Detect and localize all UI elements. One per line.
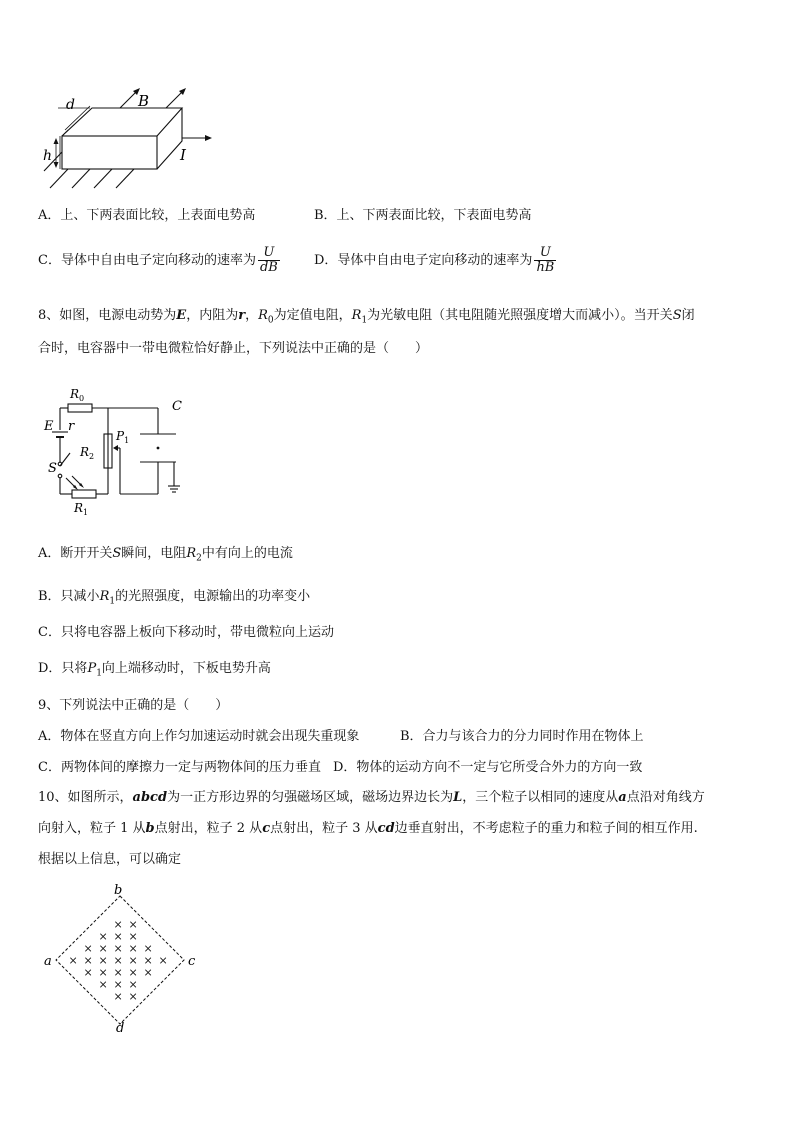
q9-option-c: C．两物体间的摩擦力一定与两物体间的压力垂直 bbox=[38, 760, 321, 775]
field-cross-mark: × bbox=[113, 942, 123, 955]
field-cross-mark: × bbox=[83, 942, 93, 955]
field-cross-mark: × bbox=[128, 978, 138, 991]
field-cross-mark: × bbox=[68, 954, 78, 967]
q8-label-P1: $P_1$ bbox=[116, 429, 130, 445]
q10-field-figure bbox=[40, 884, 200, 1034]
field-cross-mark: × bbox=[113, 918, 123, 931]
q8-label-S: S bbox=[48, 461, 57, 476]
q7-option-d: D．导体中自由电子定向移动的速率为 $\frac{U}{hB}$ bbox=[314, 245, 555, 275]
field-cross-mark: × bbox=[143, 942, 153, 955]
field-cross-mark: × bbox=[128, 966, 138, 979]
q8-option-d: D．只将$P_1$向上端移动时，下板电势升高 bbox=[38, 661, 271, 679]
q8-label-C: C bbox=[172, 399, 182, 414]
field-cross-mark: × bbox=[143, 954, 153, 967]
field-cross-mark: × bbox=[83, 954, 93, 967]
q8-option-c: C．只将电容器上板向下移动时，带电微粒向上运动 bbox=[38, 625, 334, 640]
q8-label-R0: $R_0$ bbox=[70, 387, 85, 403]
field-cross-mark: × bbox=[98, 954, 108, 967]
q9-option-a: A．物体在竖直方向上作匀加速运动时就会出现失重现象 bbox=[38, 729, 360, 744]
field-cross-mark: × bbox=[128, 942, 138, 955]
field-cross-mark: × bbox=[158, 954, 168, 967]
q7-label-d: d bbox=[66, 97, 75, 113]
q9-option-b: B．合力与该合力的分力同时作用在物体上 bbox=[400, 729, 644, 744]
field-cross-mark: × bbox=[128, 990, 138, 1003]
q8-stem-line2: 合时，电容器中一带电微粒恰好静止，下列说法中正确的是（ ） bbox=[38, 341, 429, 356]
q9-option-d: D．物体的运动方向不一定与它所受合外力的方向一致 bbox=[333, 760, 643, 775]
q7-option-d-fraction: $\frac{U}{hB}$ bbox=[536, 245, 555, 275]
field-cross-mark: × bbox=[128, 954, 138, 967]
q9-stem: 9、下列说法中正确的是（ ） bbox=[38, 698, 229, 713]
field-cross-mark: × bbox=[113, 930, 123, 943]
q8-circuit-figure bbox=[40, 378, 200, 520]
field-cross-mark: × bbox=[113, 990, 123, 1003]
q10-label-d: d bbox=[116, 1021, 125, 1034]
q8-label-E: E bbox=[44, 419, 54, 434]
field-cross-mark: × bbox=[98, 930, 108, 943]
q10-label-c: c bbox=[188, 954, 196, 969]
field-cross-mark: × bbox=[128, 930, 138, 943]
q7-hall-figure bbox=[40, 88, 220, 198]
q8-option-b: B．只减小$R_1$的光照强度，电源输出的功率变小 bbox=[38, 589, 311, 607]
q8-label-r: r bbox=[68, 419, 75, 434]
q10-label-b: b bbox=[114, 884, 123, 898]
q10-stem-line2: 向射入，粒子 1 从b点射出，粒子 2 从c点射出，粒子 3 从cd边垂直射出，不考虑粒子的重力和粒子间的相互作用. bbox=[38, 821, 698, 836]
field-cross-mark: × bbox=[98, 966, 108, 979]
q7-option-a: A．上、下两表面比较，上表面电势高 bbox=[38, 208, 256, 223]
q8-stem-line1: 8、如图，电源电动势为E，内阻为r，$R_0$为定值电阻，$R_1$为光敏电阻（其电阻随光照强度增大而减小）。当开关S闭 bbox=[38, 308, 695, 326]
field-cross-mark: × bbox=[98, 942, 108, 955]
q10-stem-line3: 根据以上信息，可以确定 bbox=[38, 852, 182, 867]
field-cross-mark: × bbox=[98, 978, 108, 991]
q8-option-a: A．断开开关S瞬间，电阻$R_2$中有向上的电流 bbox=[38, 546, 293, 564]
field-cross-mark: × bbox=[113, 978, 123, 991]
q7-label-h: h bbox=[43, 148, 53, 164]
q7-label-I: I bbox=[180, 146, 186, 164]
q7-option-c-fraction: $\frac{U}{dB}$ bbox=[259, 245, 278, 275]
q10-label-a: a bbox=[44, 954, 52, 969]
q8-label-R2: $R_2$ bbox=[80, 445, 95, 461]
field-cross-mark: × bbox=[143, 966, 153, 979]
q7-label-B: B bbox=[138, 92, 150, 110]
q7-option-c: C．导体中自由电子定向移动的速率为 $\frac{U}{dB}$ bbox=[38, 245, 278, 275]
field-cross-mark: × bbox=[83, 966, 93, 979]
q7-option-b: B．上、下两表面比较，下表面电势高 bbox=[314, 208, 532, 223]
q8-label-R1: $R_1$ bbox=[74, 501, 89, 517]
field-cross-mark: × bbox=[128, 918, 138, 931]
field-cross-mark: × bbox=[113, 954, 123, 967]
field-cross-mark: × bbox=[113, 966, 123, 979]
q10-stem-line1: 10、如图所示，abcd为一正方形边界的匀强磁场区域，磁场边界边长为L，三个粒子以相同的速度从a点沿对角线方 bbox=[38, 790, 705, 805]
